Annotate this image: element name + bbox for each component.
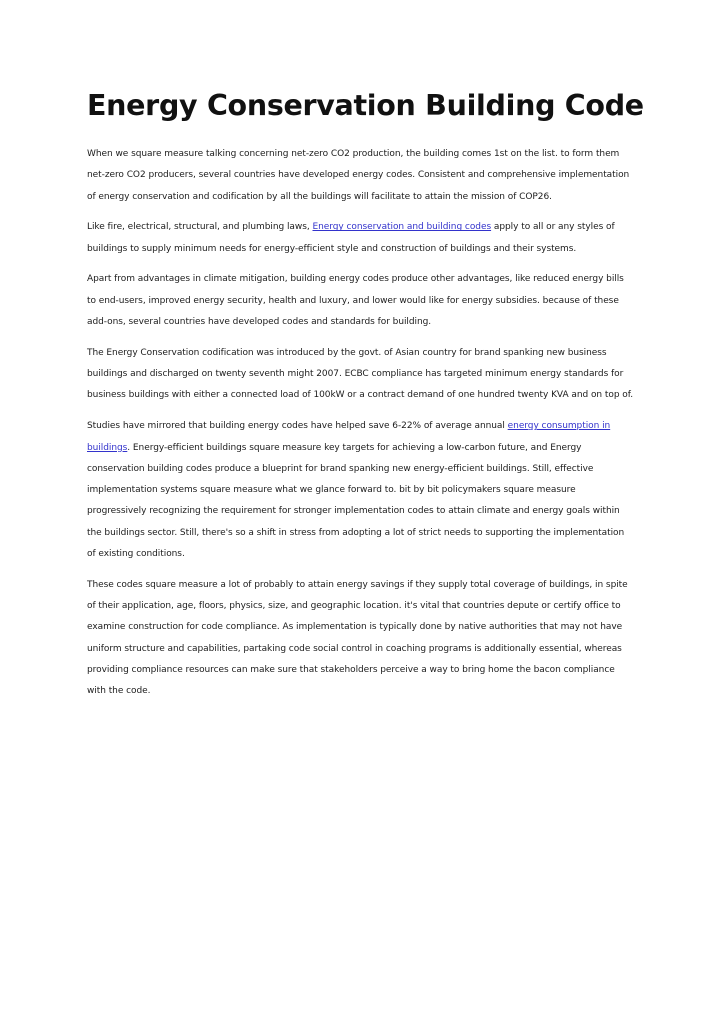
paragraph-building-codes bbox=[87, 217, 635, 260]
paragraph-advantages: Apart from advantages in climate mitigation, building energy codes produce other advantages, like reduced energy bills to end-users, improved energy security, health and luxury, and lower would like for energy subsidies. because of these add-ons, several countries have developed codes and standards for building. bbox=[87, 274, 624, 328]
energy-consumption-link[interactable]: energy consumption in buildings bbox=[87, 421, 611, 453]
paragraph-text: . Energy-efficient buildings square measure key targets for achieving a low-carbon future, and Energy conservation building codes produce a blueprint for brand spanking new energy-efficient buildings. Still, effective implementation systems square measure what we glance forward to. bit by bit policymakers square measure progressively recognizing the requirement for stronger implementation codes to attain climate and energy goals within the buildings sector. Still, there's so a shift in stress from adopting a lot of strict needs to supporting the implementation of existing conditions. bbox=[87, 442, 625, 560]
document-page bbox=[87, 86, 644, 712]
energy-codes-link[interactable]: Energy conservation and building codes bbox=[312, 222, 492, 233]
paragraph-text: Like fire, electrical, structural, and plumbing laws, bbox=[87, 222, 313, 233]
paragraph-text: Studies have mirrored that building energy codes have helped save 6-22% of average annual bbox=[87, 421, 508, 432]
paragraph-net-zero: When we square measure talking concerning net-zero CO2 production, the building comes 1st on the list. to form them net-zero CO2 producers, several countries have developed energy codes. Consistent and comprehensive implementation of energy conservation and codification by all the buildings will facilitate to attain the mission of COP26. bbox=[87, 149, 630, 202]
paragraph-coverage: These codes square measure a lot of probably to attain energy savings if they supply total coverage of buildings, in spite of their application, age, floors, physics, size, and geographic location. it's vital that countries depute or certify office to examine construction for code compliance. As implementation is typically done by native authorities that may not have uniform structure and capabilities, partaking code social control in coaching programs is additionally essential, whereas providing compliance resources can make sure that stakeholders perceive a way to bring home the bacon compliance with the code. bbox=[87, 579, 628, 697]
paragraph-studies bbox=[87, 416, 635, 565]
paragraph-text: apply to all or any styles of buildings to supply minimum needs for energy-efficient style and construction of buildings and their systems. bbox=[87, 222, 615, 254]
paragraph-ecbc: The Energy Conservation codification was introduced by the govt. of Asian country for brand spanking new business buildings and discharged on twenty seventh might 2007. ECBC compliance has targeted minimum energy standards for business buildings with either a connected load of 100kW or a contract demand of one hundred twenty KVA and on top of. bbox=[87, 347, 634, 401]
page-title: Energy Conservation Building Code bbox=[87, 89, 644, 122]
